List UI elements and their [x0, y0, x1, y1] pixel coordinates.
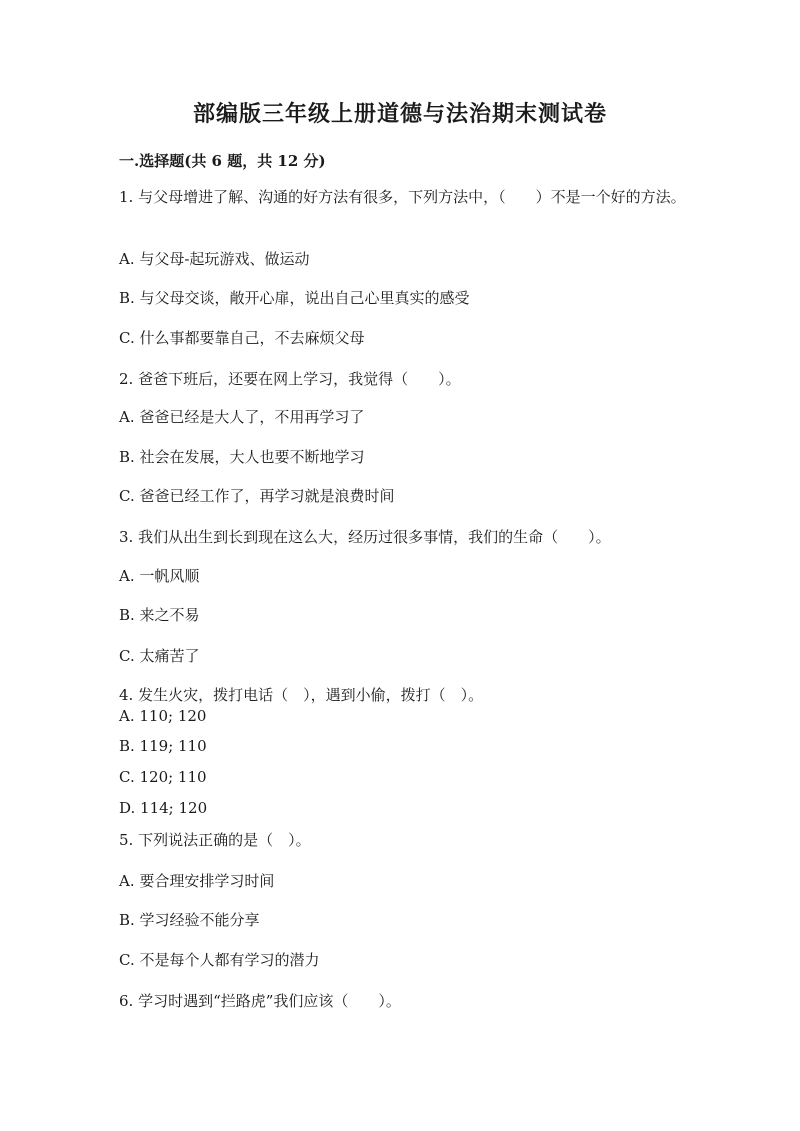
- section-heading: 一.选择题(共 6 题，共 12 分): [119, 152, 326, 170]
- question-4-option-b: B. 119; 110: [119, 737, 207, 755]
- question-4-option-a: A. 110; 120: [119, 707, 207, 725]
- question-1-option-a: A. 与父母-起玩游戏、做运动: [119, 250, 310, 268]
- question-2-option-a: A. 爸爸已经是大人了，不用再学习了: [119, 408, 365, 426]
- question-4-option-d: D. 114; 120: [119, 799, 208, 817]
- question-4-stem: 4. 发生火灾，拨打电话（ ），遇到小偷，拨打（ ）。: [119, 686, 484, 704]
- question-1-option-b: B. 与父母交谈，敞开心扉，说出自己心里真实的感受: [119, 289, 470, 307]
- question-6-stem: 6. 学习时遇到“拦路虎”我们应该（ ）。: [119, 992, 401, 1010]
- question-2-stem: 2. 爸爸下班后，还要在网上学习，我觉得（ ）。: [119, 370, 461, 388]
- question-2-option-c: C. 爸爸已经工作了，再学习就是浪费时间: [119, 487, 395, 505]
- question-2-option-b: B. 社会在发展，大人也要不断地学习: [119, 448, 365, 466]
- question-4-option-c: C. 120; 110: [119, 768, 207, 786]
- page-title: 部编版三年级上册道德与法治期末测试卷: [192, 101, 607, 127]
- question-5-option-b: B. 学习经验不能分享: [119, 911, 260, 929]
- question-3-option-a: A. 一帆风顺: [119, 567, 200, 585]
- question-3-option-b: B. 来之不易: [119, 606, 200, 624]
- question-5-stem: 5. 下列说法正确的是（ ）。: [119, 831, 311, 849]
- question-5-option-a: A. 要合理安排学习时间: [119, 872, 275, 890]
- question-3-option-c: C. 太痛苦了: [119, 647, 200, 665]
- question-5-option-c: C. 不是每个人都有学习的潜力: [119, 951, 320, 969]
- question-1-stem: 1. 与父母增进了解、沟通的好方法有很多，下列方法中，（ ）不是一个好的方法。: [119, 188, 686, 206]
- question-3-stem: 3. 我们从出生到长到现在这么大，经历过很多事情，我们的生命（ ）。: [119, 528, 611, 546]
- question-1-option-c: C. 什么事都要靠自己，不去麻烦父母: [119, 329, 365, 347]
